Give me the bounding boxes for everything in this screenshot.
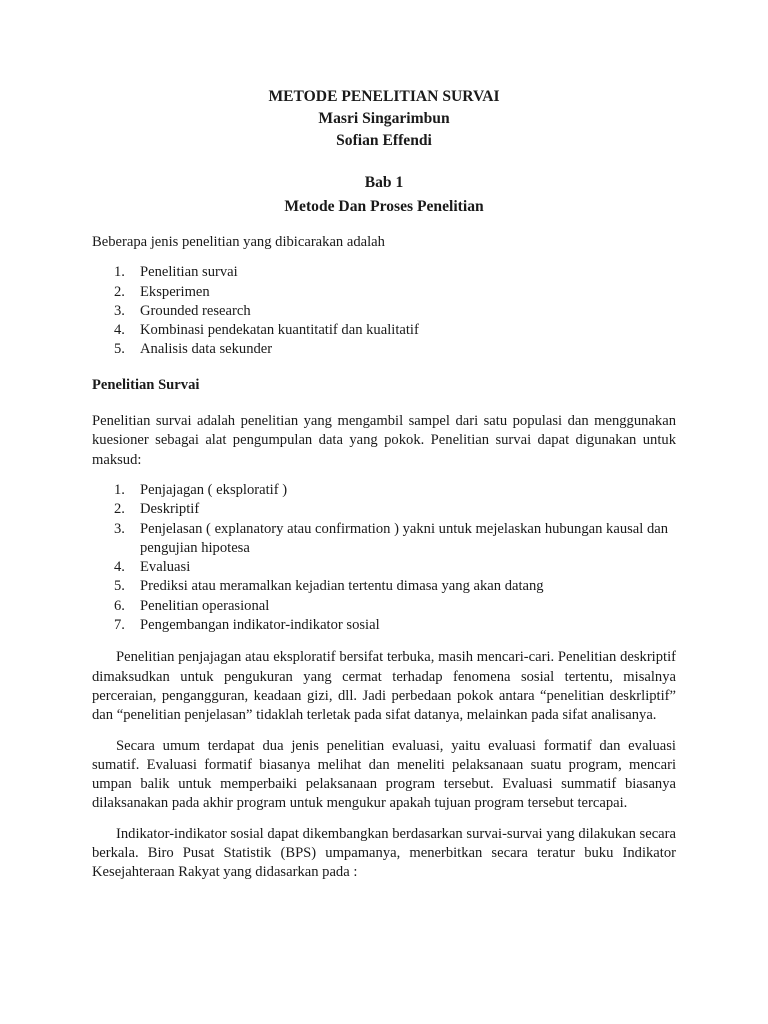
section-paragraph: Penelitian survai adalah penelitian yang mengambil sampel dari satu populasi dan menggunakan kuesioner sebagai alat pengumpulan data yang pokok. Penelitian survai dapat digunakan untuk maksud:: [92, 413, 676, 468]
list-item: 5. Prediksi atau meramalkan kejadian tertentu dimasa yang akan datang: [114, 578, 544, 595]
chapter-heading: [92, 171, 676, 219]
body-paragraph: Indikator-indikator sosial dapat dikembangkan berdasarkan survai-survai yang dilakukan secara berkala. Biro Pusat Statistik (BPS) umpamanya, menerbitkan secara teratur buku Indikator Kesejahteraan Rakyat yang didasarkan pada :: [92, 825, 676, 881]
author-name: Masri Singarimbun: [318, 110, 450, 127]
list-item: 1. Penelitian survai: [114, 264, 238, 281]
list-item: 4. Evaluasi: [114, 559, 191, 576]
list-item: 3. Grounded research: [114, 302, 251, 319]
list-item: 2. Deskriptif: [114, 501, 200, 518]
list-item: 6. Penelitian operasional: [114, 597, 270, 614]
list-item: 4. Kombinasi pendekatan kuantitatif dan kualitatif: [114, 322, 419, 339]
list-item: 5. Analisis data sekunder: [114, 341, 273, 358]
survey-purposes-list: [92, 481, 676, 635]
chapter-title: Metode Dan Proses Penelitian: [284, 198, 484, 215]
intro-paragraph: Beberapa jenis penelitian yang dibicarakan adalah: [92, 234, 385, 250]
body-paragraph: Secara umum terdapat dua jenis penelitian evaluasi, yaitu evaluasi formatif dan evaluasi sumatif. Evaluasi formatif biasanya melihat dan meneliti pelaksanaan suatu program, mencari umpan balik untuk memperbaiki pelaksanaan program tersebut. Evaluasi summatif biasanya dilaksanakan pada akhir program untuk mengukur apakah tujuan program tersebut tercapai.: [92, 737, 676, 812]
list-item: 7. Pengembangan indikator-indikator sosial: [114, 617, 380, 634]
research-types-list: [92, 263, 676, 359]
author-name: Sofian Effendi: [336, 132, 432, 149]
section-heading: Penelitian Survai: [92, 376, 200, 393]
list-item: 3. Penjelasan ( explanatory atau confirmation ) yakni untuk mejelaskan hubungan kausal dan pengujian hipotesa: [114, 520, 669, 556]
document-title: METODE PENELITIAN SURVAI: [268, 88, 500, 105]
chapter-number: Bab 1: [364, 174, 404, 191]
list-item: 2. Eksperimen: [114, 283, 210, 300]
title-block: [92, 86, 676, 152]
list-item: 1. Penjajagan ( eksploratif ): [114, 481, 288, 498]
body-paragraph: Penelitian penjajagan atau eksploratif bersifat terbuka, masih mencari-cari. Penelitian deskriptif dimaksudkan untuk pengukuran yang cermat terhadap fenomena sosial tertentu, misalnya perceraian, pengangguran, keadaan gizi, dll. Jadi perbedaan pokok antara “penelitian deskrliptif” dan “penelitian penjelasan” tidaklah terletak pada sifat datanya, melainkan pada sifat analisanya.: [92, 649, 676, 724]
